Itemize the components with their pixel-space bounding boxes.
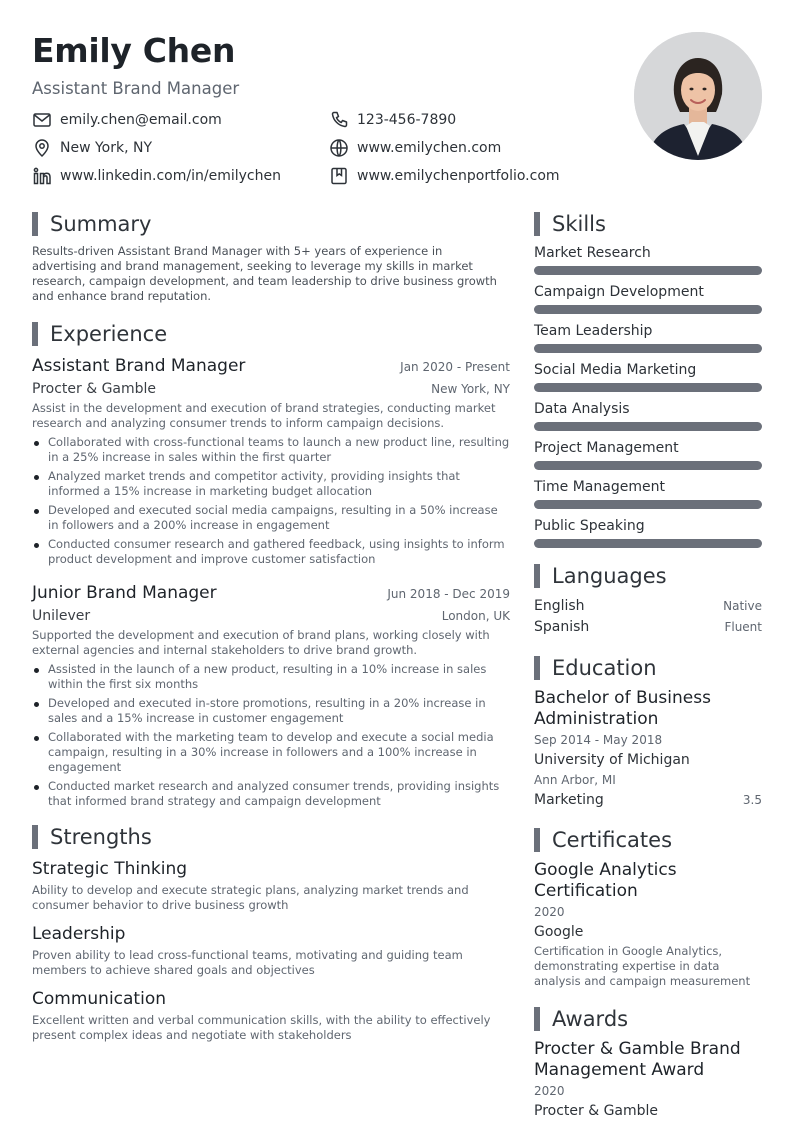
certificate-title: Google Analytics Certification — [534, 860, 677, 901]
certificate-issuer: Google — [534, 924, 584, 940]
section-accent-bar — [534, 1007, 540, 1031]
bullet-dot-icon — [34, 475, 39, 480]
skills-heading: Skills — [552, 212, 606, 236]
award-issuer: Procter & Gamble — [534, 1103, 659, 1119]
job-achievements — [32, 662, 510, 809]
skill-level-bar — [534, 500, 762, 509]
skill-level-bar — [534, 305, 762, 314]
awards-header — [534, 1005, 762, 1033]
achievement-item — [32, 435, 510, 465]
job-dates: Jan 2020 - Present — [400, 360, 510, 374]
contact-email[interactable] — [32, 109, 329, 131]
languages-header — [534, 562, 762, 590]
education-dates: Sep 2014 - May 2018 — [534, 733, 663, 747]
award-title: Procter & Gamble Brand Management Award — [534, 1039, 741, 1080]
achievement-text: Analyzed market trends and competitor activity, providing insights that informed a 15% increase in marketing budget allocation — [48, 469, 460, 498]
language-item — [534, 596, 762, 617]
bullet-dot-icon — [34, 785, 39, 790]
section-accent-bar — [32, 825, 38, 849]
skill-item — [534, 478, 762, 509]
job-company: Procter & Gamble — [32, 381, 157, 397]
bullet-dot-icon — [34, 702, 39, 707]
bullet-dot-icon — [34, 543, 39, 548]
achievement-text: Conducted market research and analyzed consumer trends, providing insights that informed brand strategy and campaign development — [48, 779, 500, 808]
bullet-dot-icon — [34, 509, 39, 514]
envelope-icon — [32, 110, 52, 130]
strengths-header — [32, 823, 510, 851]
bullet-dot-icon — [34, 736, 39, 741]
strength-entry — [32, 922, 510, 978]
phone-icon — [329, 110, 349, 130]
languages-heading: Languages — [552, 564, 667, 588]
job-title: Assistant Brand Manager — [32, 356, 246, 376]
experience-entry — [32, 354, 510, 567]
skill-item — [534, 283, 762, 314]
skill-name: Social Media Marketing — [534, 362, 697, 378]
experience-header — [32, 320, 510, 348]
strength-entry — [32, 987, 510, 1043]
job-description: Supported the development and execution of brand plans, working closely with external agencies and internal stakeholders to drive brand growth. — [32, 628, 490, 657]
language-level: Native — [723, 599, 762, 613]
section-accent-bar — [534, 564, 540, 588]
skill-item — [534, 439, 762, 470]
candidate-name: Emily Chen — [32, 31, 236, 70]
school-name: University of Michigan — [534, 752, 690, 768]
phone-text: 123-456-7890 — [357, 112, 457, 128]
section-accent-bar — [534, 656, 540, 680]
skill-name: Campaign Development — [534, 284, 704, 300]
skill-name: Market Research — [534, 245, 651, 261]
strength-description: Proven ability to lead cross-functional teams, motivating and guiding team members to achieve shared goals and objectives — [32, 948, 463, 977]
achievement-text: Collaborated with the marketing team to develop and execute a social media campaign, resulting in a 30% increase in followers and a 100% increase in engagement — [48, 730, 494, 774]
achievement-text: Developed and executed in-store promotions, resulting in a 20% increase in sales and a 15% increase in customer engagement — [48, 696, 486, 725]
skill-name: Team Leadership — [534, 323, 653, 339]
linkedin-icon — [32, 166, 52, 186]
summary-header — [32, 210, 510, 238]
job-title: Junior Brand Manager — [32, 583, 217, 603]
website-text: www.emilychen.com — [357, 140, 502, 156]
strength-title: Strategic Thinking — [32, 859, 188, 879]
globe-icon — [329, 138, 349, 158]
education-heading: Education — [552, 656, 657, 680]
job-dates: Jun 2018 - Dec 2019 — [387, 587, 510, 601]
bullet-dot-icon — [34, 441, 39, 446]
experience-entry — [32, 581, 510, 809]
experience-heading: Experience — [50, 322, 168, 346]
skills-header — [534, 210, 762, 238]
language-name: English — [534, 598, 585, 614]
achievement-text: Developed and executed social media campaigns, resulting in a 50% increase in followers and a 200% increase in engagement — [48, 503, 498, 532]
certificate-entry — [534, 860, 762, 989]
skill-level-bar — [534, 344, 762, 353]
strength-entry — [32, 857, 510, 913]
award-year: 2020 — [534, 1084, 565, 1098]
strength-title: Communication — [32, 989, 166, 1009]
language-name: Spanish — [534, 619, 590, 635]
portfolio-text: www.emilychenportfolio.com — [357, 168, 560, 184]
section-accent-bar — [32, 212, 38, 236]
bookmark-icon — [329, 166, 349, 186]
skill-item — [534, 400, 762, 431]
job-company: Unilever — [32, 608, 91, 624]
job-location: New York, NY — [431, 382, 510, 396]
job-description: Assist in the development and execution of brand strategies, conducting market research and analyzing consumer trends to inform campaign decisions. — [32, 401, 496, 430]
profile-photo — [634, 32, 762, 160]
contact-portfolio[interactable] — [329, 165, 589, 187]
achievement-text: Assisted in the launch of a new product, resulting in a 10% increase in sales within the first six months — [48, 662, 487, 691]
main-column — [32, 210, 510, 1052]
skill-level-bar — [534, 461, 762, 470]
achievement-item — [32, 503, 510, 533]
contact-linkedin[interactable] — [32, 165, 329, 187]
contact-list — [32, 109, 592, 187]
achievement-item — [32, 779, 510, 809]
skill-name: Time Management — [534, 479, 665, 495]
strengths-heading: Strengths — [50, 825, 152, 849]
contact-location — [32, 137, 329, 159]
achievement-item — [32, 662, 510, 692]
skill-level-bar — [534, 266, 762, 275]
achievement-text: Conducted consumer research and gathered feedback, using insights to inform product development and improve customer satisfaction — [48, 537, 505, 566]
field-of-study: Marketing — [534, 792, 604, 808]
email-text: emily.chen@email.com — [60, 112, 222, 128]
linkedin-text: www.linkedin.com/in/emilychen — [60, 168, 281, 184]
skill-item — [534, 244, 762, 275]
certificate-year: 2020 — [534, 905, 565, 919]
job-location: London, UK — [441, 609, 510, 623]
summary-heading: Summary — [50, 212, 152, 236]
location-text: New York, NY — [60, 140, 153, 156]
skill-name: Public Speaking — [534, 518, 645, 534]
degree-title: Bachelor of Business Administration — [534, 688, 711, 729]
section-accent-bar — [32, 322, 38, 346]
job-achievements — [32, 435, 510, 567]
awards-heading: Awards — [552, 1007, 629, 1031]
resume-header — [32, 30, 592, 187]
skill-name: Data Analysis — [534, 401, 630, 417]
education-entry — [534, 688, 762, 810]
skill-level-bar — [534, 383, 762, 392]
language-item — [534, 617, 762, 638]
strength-description: Excellent written and verbal communication skills, with the ability to effectively present complex ideas and negotiate with stakeholders — [32, 1013, 491, 1042]
skill-item — [534, 322, 762, 353]
side-column — [534, 210, 762, 1121]
bullet-dot-icon — [34, 668, 39, 673]
certificates-header — [534, 826, 762, 854]
strength-description: Ability to develop and execute strategic plans, analyzing market trends and consumer behavior to drive business growth — [32, 883, 469, 912]
skill-level-bar — [534, 539, 762, 548]
language-level: Fluent — [724, 620, 762, 634]
contact-phone[interactable] — [329, 109, 589, 131]
certificates-heading: Certificates — [552, 828, 673, 852]
skill-name: Project Management — [534, 440, 679, 456]
achievement-item — [32, 696, 510, 726]
section-accent-bar — [534, 828, 540, 852]
achievement-item — [32, 469, 510, 499]
section-accent-bar — [534, 212, 540, 236]
map-pin-icon — [32, 138, 52, 158]
achievement-text: Collaborated with cross-functional teams to launch a new product line, resulting in a 25% increase in sales within the first quarter — [48, 435, 510, 464]
award-entry — [534, 1039, 762, 1121]
education-header — [534, 654, 762, 682]
strength-title: Leadership — [32, 924, 126, 944]
certificate-description: Certification in Google Analytics, demonstrating expertise in data analysis and campaign measurement — [534, 944, 751, 988]
languages-list — [534, 596, 762, 638]
skill-item — [534, 361, 762, 392]
school-location: Ann Arbor, MI — [534, 773, 616, 787]
gpa: 3.5 — [742, 793, 762, 807]
contact-website[interactable] — [329, 137, 589, 159]
achievement-item — [32, 730, 510, 775]
skill-level-bar — [534, 422, 762, 431]
skill-item — [534, 517, 762, 548]
candidate-title: Assistant Brand Manager — [32, 79, 240, 98]
achievement-item — [32, 537, 510, 567]
skills-list — [534, 244, 762, 548]
summary-text: Results-driven Assistant Brand Manager with 5+ years of experience in advertising and brand management, seeking to leverage my skills in market research, campaign development, and team leadership to drive business growth and enhance brand reputation. — [32, 244, 497, 303]
